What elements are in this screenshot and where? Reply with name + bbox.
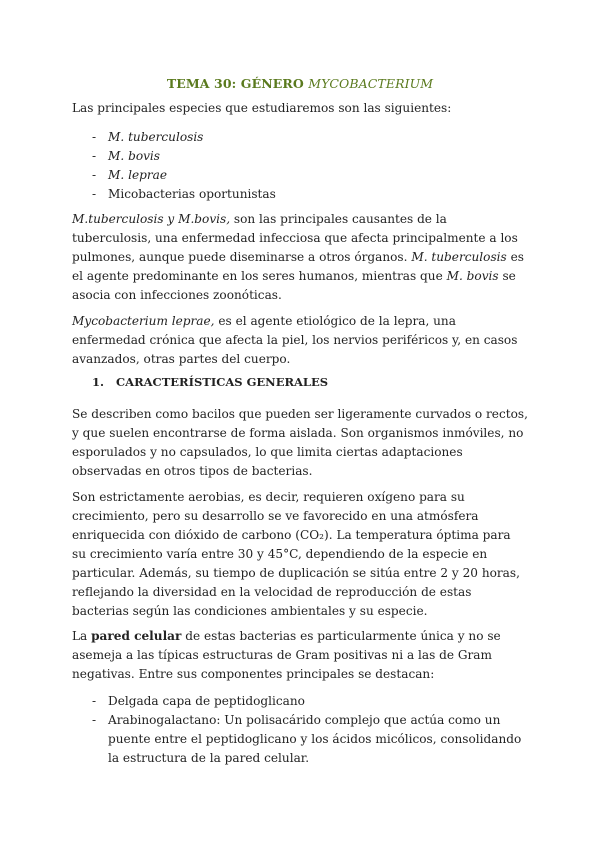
bold-term: pared celular [91,629,182,643]
cell-wall-paragraph [72,627,528,684]
paragraph-text: se asocia con infecciones zoonóticas. [72,269,516,302]
italic-term: Mycobacterium leprae, [72,314,215,328]
list-item [92,692,532,711]
paragraph-text: es el agente predominante en los seres humanos, mientras que [72,250,524,283]
morphology-paragraph: Se describen como bacilos que pueden ser ligeramente curvados o rectos, y que suelen encontrarse de forma aislada. Son organismos inmóviles, no esporulados y no capsulados, lo que limita ciertas adaptaciones observadas en otros tipos de bacterias. [72,407,528,478]
paragraph-text: es el agente etiológico de la lepra, una enfermedad crónica que afecta la piel, los nervios periféricos y, en casos avanzados, otras partes del cuerpo. [72,314,518,366]
species-name: M. leprae [108,168,167,182]
title-prefix: TEMA 30: GÉNERO [166,76,309,91]
species-name: M. bovis [108,149,161,163]
page-title [0,76,600,91]
paragraph-text: de estas bacterias es particularmente única y no se asemeja a las típicas estructuras de Gram positivas ni a las de Gram negativas. Entre sus componentes principales se destacan: [72,629,501,681]
list-dash: - [92,149,97,163]
section-heading [92,375,328,389]
leprae-paragraph [72,312,528,369]
list-item-text: Arabinogalactano: Un polisacárido complejo que actúa como un puente entre el peptidoglicano y los ácidos micólicos, consolidando la estructura de la pared celular. [108,713,522,765]
intro-paragraph: Las principales especies que estudiaremos son las siguientes: [72,101,452,115]
aerobic-paragraph: Son estrictamente aerobias, es decir, requieren oxígeno para su crecimiento, pero su desarrollo se ve favorecido en una atmósfera enriquecida con dióxido de carbono (CO₂). La temperatura óptima para su crecimiento varía entre 30 y 45°C, dependiendo de la especie en particular. Además, su tiempo de duplicación se sitúa entre 2 y 20 horas, reflejando la diversidad en la velocidad de reproducción de estas bacterias según las condiciones ambientales y su especie. [72,490,520,618]
list-dash: - [92,130,97,144]
italic-term: M.tuberculosis y M.bovis, [72,212,231,226]
list-item-text: Delgada capa de peptidoglicano [108,694,305,708]
list-dash: - [92,713,97,727]
title-genus: MYCOBACTERIUM [308,76,434,91]
section-number: 1. [92,375,105,389]
list-dash: - [92,694,97,708]
section-title: CARACTERÍSTICAS GENERALES [116,375,329,389]
species-name: M. tuberculosis [108,130,204,144]
species-name: Micobacterias oportunistas [108,187,276,201]
list-dash: - [92,168,97,182]
paragraph-text: La [72,629,92,643]
italic-term: M. bovis [446,269,499,283]
tuberculosis-paragraph [72,210,528,305]
paragraph-text: son las principales causantes de la tuberculosis, una enfermedad infecciosa que afecta principalmente a los pulmones, aunque puede diseminarse a otros órganos. [72,212,518,264]
list-dash: - [92,187,97,201]
list-item [92,711,532,768]
italic-term: M. tuberculosis [411,250,507,264]
